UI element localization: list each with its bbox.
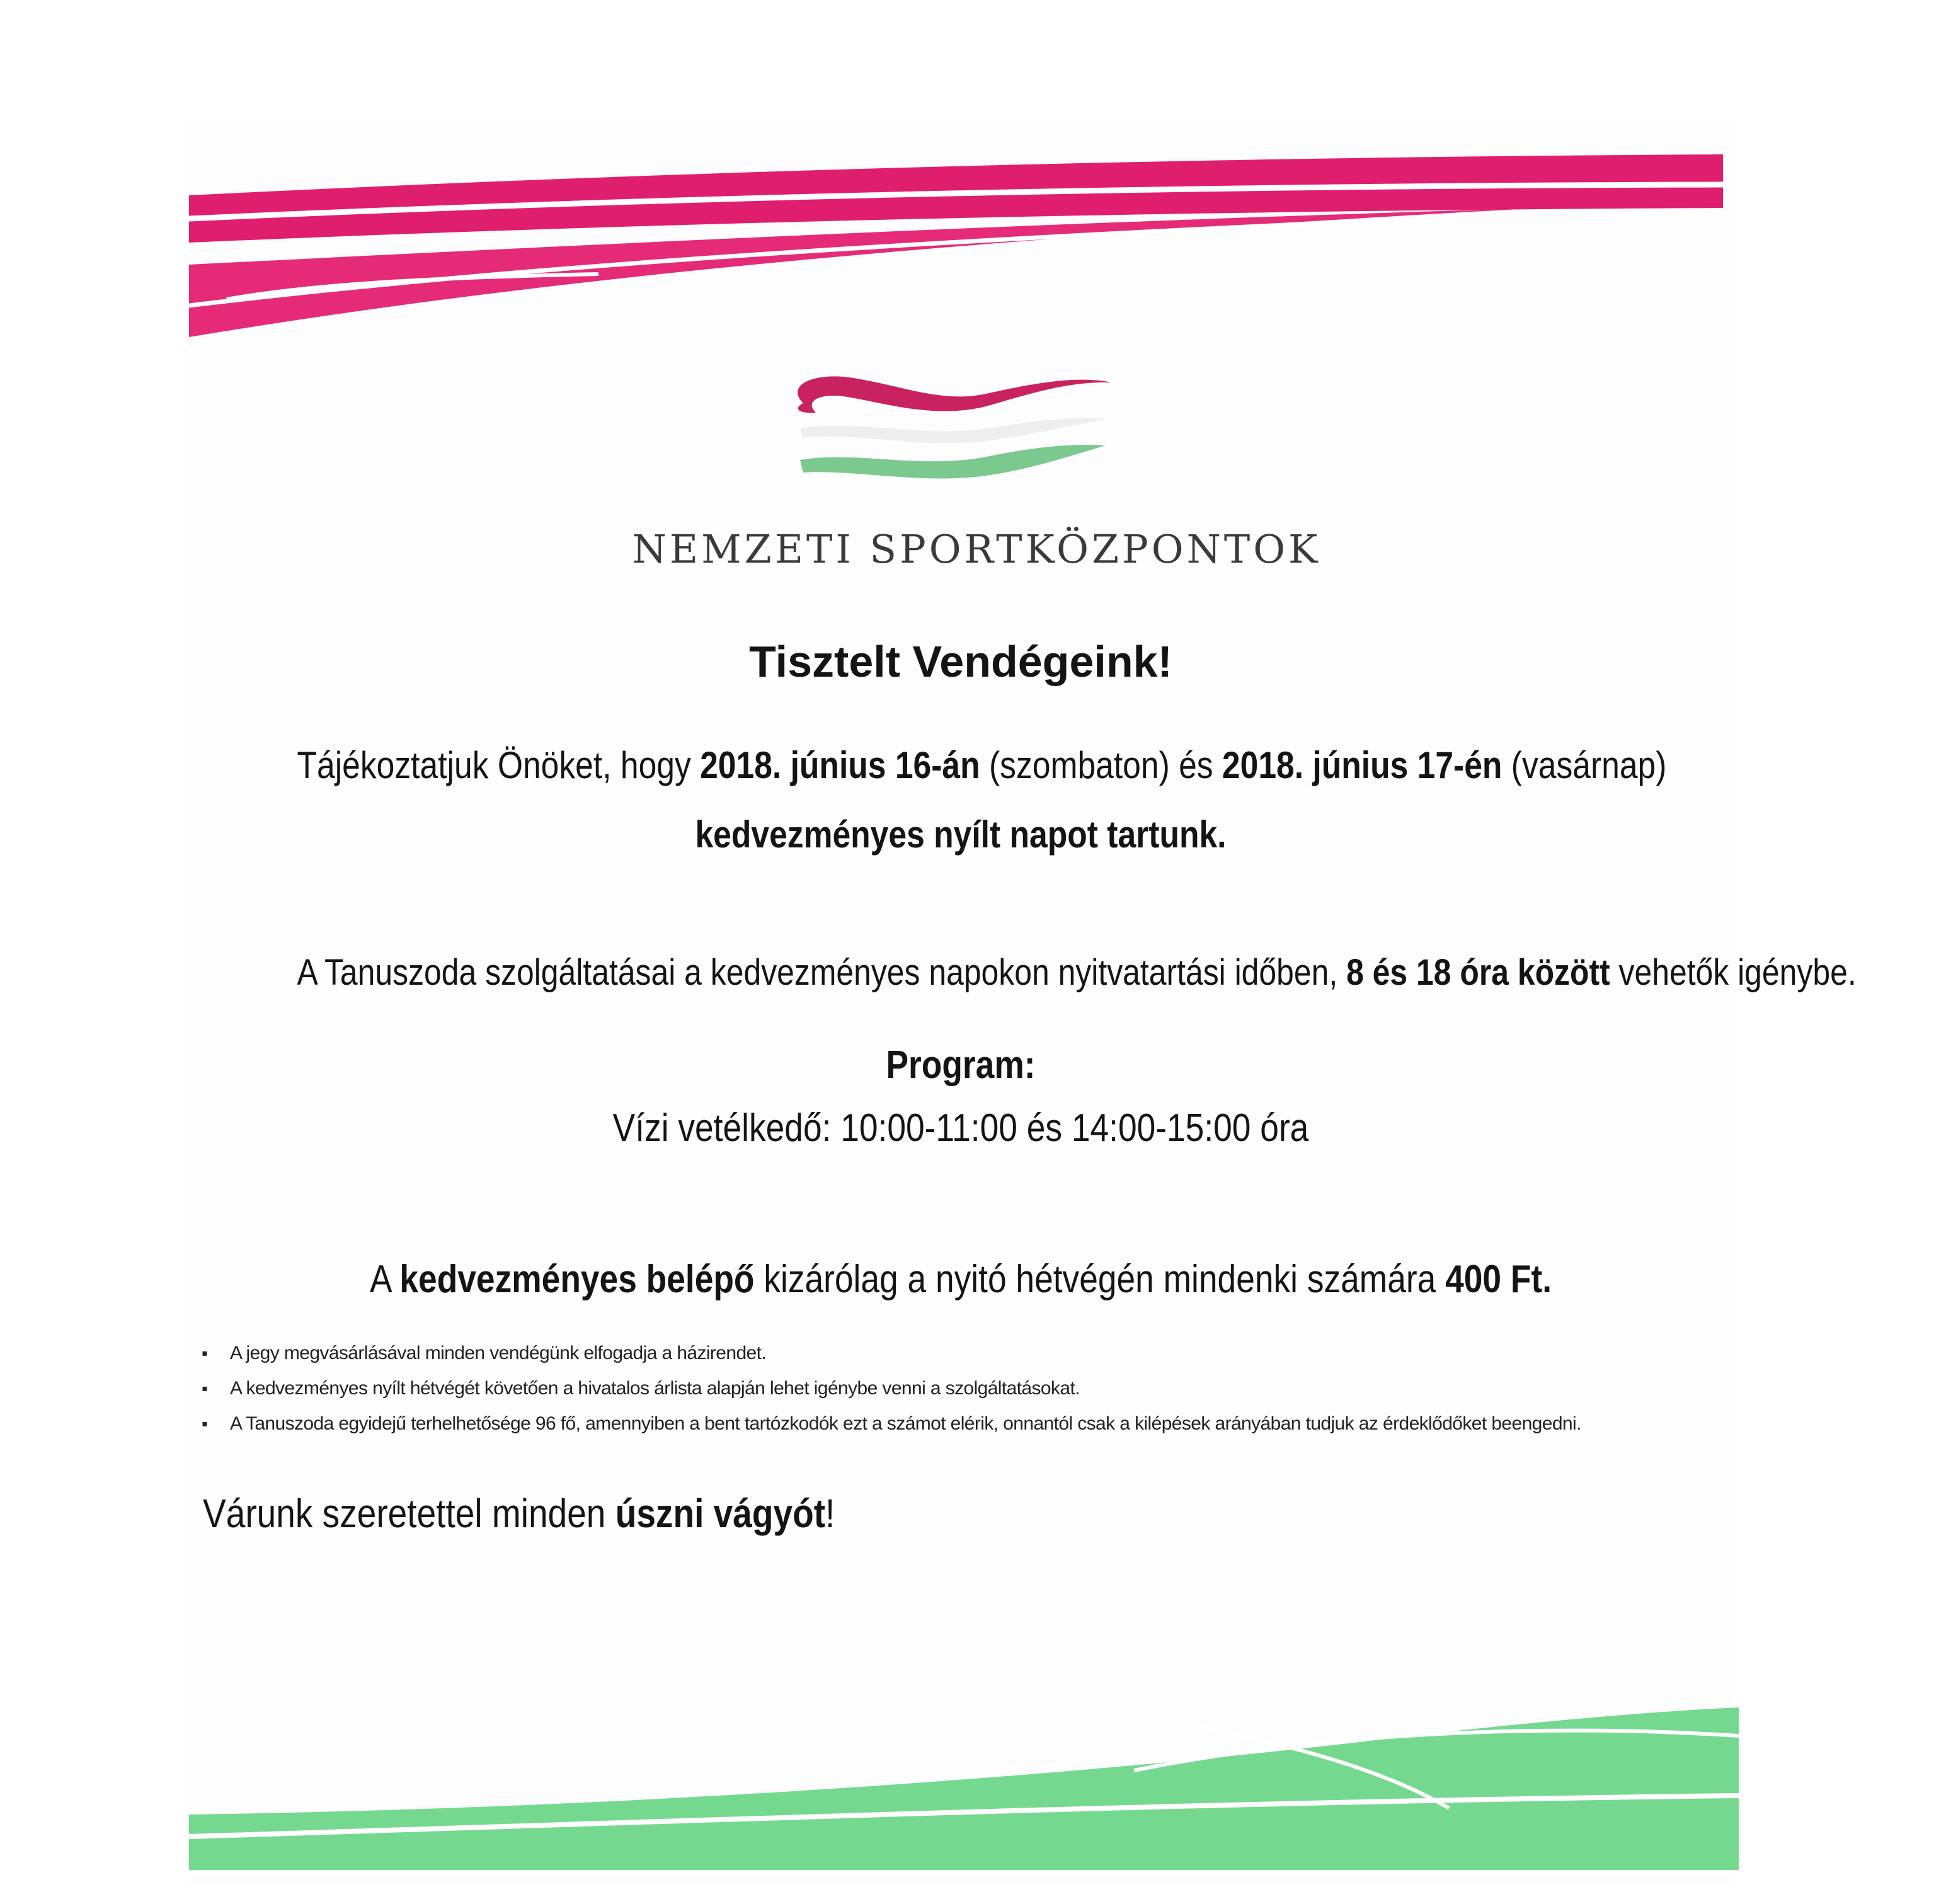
intro-date-1: 2018. június 16-án xyxy=(700,744,980,786)
logo-wave-green xyxy=(800,445,1106,478)
hours-text: A Tanuszoda szolgáltatásai a kedvezményes napokon nyitvatartási időben, xyxy=(297,952,1347,993)
opening-hours-line xyxy=(297,951,1857,994)
hours-suffix: vehetők igénybe. xyxy=(1610,952,1857,993)
logo-wave-red xyxy=(798,376,1112,413)
note-item xyxy=(202,1371,1651,1406)
price-ticket-label: kedvezményes belépő xyxy=(399,1258,755,1301)
note-text: A jegy megvásárlásával minden vendégünk elfogadja a házirendet. xyxy=(230,1343,767,1363)
organization-name: NEMZETI SPORTKÖZPONTOK xyxy=(632,526,1321,572)
logo-wave-white xyxy=(800,418,1106,444)
note-text: A Tanuszoda egyidejű terhelhetősége 96 fő, amennyiben a bent tartózkodók ezt a számot elérik, onnantól csak a kilépések arányában tudjuk az érdeklődőket beengedni. xyxy=(230,1413,1581,1434)
page-title: Tisztelt Vendégeink! xyxy=(749,637,1172,686)
program-item: Vízi vetélkedő: 10:00-11:00 és 14:00-15:00 óra xyxy=(612,1106,1309,1150)
hours-range: 8 és 18 óra között xyxy=(1346,952,1610,993)
bullet-icon: ▪ xyxy=(202,1343,208,1363)
top-magenta-band xyxy=(189,148,1732,350)
note-text: A kedvezményes nyílt hétvégét követően a hivatalos árlista alapján lehet igénybe venni a szolgáltatásokat. xyxy=(230,1378,1080,1399)
price-amount: 400 Ft. xyxy=(1445,1258,1552,1301)
band-bottom-margin xyxy=(189,1870,1739,1878)
closing-text: Várunk szeretettel minden xyxy=(203,1491,615,1536)
closing-suffix: ! xyxy=(825,1491,835,1536)
closing-line xyxy=(203,1490,835,1537)
bottom-green-band xyxy=(189,1701,1739,1878)
intro-day-1: (szombaton) és xyxy=(980,744,1222,786)
intro-line xyxy=(297,743,1667,787)
closing-bold: úszni vágyót xyxy=(615,1491,826,1536)
program-heading: Program: xyxy=(886,1043,1036,1087)
intro-date-2: 2018. június 17-én xyxy=(1222,744,1502,786)
price-text: kizárólag a nyitó hétvégén mindenki számára xyxy=(754,1258,1446,1301)
intro-text: Tájékoztatjuk Önöket, hogy xyxy=(297,744,701,786)
bullet-icon: ▪ xyxy=(202,1414,208,1433)
intro-day-2: (vasárnap) xyxy=(1502,744,1667,786)
notes-list xyxy=(202,1336,1651,1442)
price-prefix: A xyxy=(369,1258,400,1301)
note-item xyxy=(202,1336,1651,1371)
logo-waves xyxy=(778,369,1131,495)
bullet-icon: ▪ xyxy=(202,1379,208,1398)
intro-line-2: kedvezményes nyílt napot tartunk. xyxy=(695,813,1227,856)
note-item xyxy=(202,1406,1651,1442)
price-line xyxy=(297,1257,1625,1302)
